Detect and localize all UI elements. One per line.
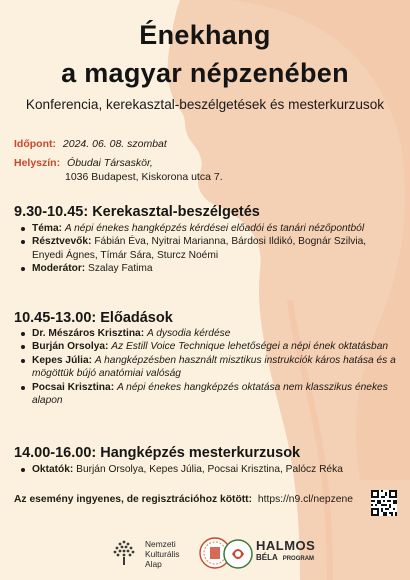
page-subtitle: Konferencia, kerekasztal-beszélgetések és mesterkurzusok <box>25 97 385 112</box>
item-label: Burján Orsolya: <box>32 341 109 353</box>
halmos-logo-line2 <box>256 553 315 562</box>
list-item <box>14 262 400 275</box>
registration-link[interactable]: https://n9.cl/nepzene <box>257 494 353 505</box>
section-masterclass-title: 14.00-16.00: Hangképzés mesterkurzusok <box>14 445 301 461</box>
nka-line3: Alap <box>145 559 162 569</box>
list-item <box>14 463 400 476</box>
item-text: A népi énekes hangképzés oktatása nem klasszikus énekes alapon <box>32 381 388 407</box>
list-item <box>14 354 400 381</box>
nka-line2: Kulturális <box>145 549 180 559</box>
item-text: A dysodia kérdése <box>146 328 231 339</box>
section-roundtable-title: 9.30-10.45: Kerekasztal-beszélgetés <box>14 204 260 220</box>
halmos-logo-program: PROGRAM <box>282 556 315 562</box>
item-label: Moderátor: <box>32 263 86 275</box>
section-masterclass-list <box>14 463 400 476</box>
nka-text-block <box>145 539 179 569</box>
date-row <box>14 137 167 151</box>
section-lectures-list <box>14 327 400 407</box>
item-text: Szalay Fatima <box>88 263 153 275</box>
list-item <box>14 222 400 235</box>
venue-row <box>14 156 223 184</box>
list-item <box>14 235 400 262</box>
page-title-line2: a magyar népzenében <box>61 58 349 88</box>
registration-line <box>14 494 353 505</box>
item-label: Oktatók: <box>32 464 74 475</box>
halmos-bela-logo <box>256 538 315 562</box>
list-item <box>14 381 400 408</box>
item-text: A hangképzésben használt misztikus instrukciók káros hatása és a mögöttük bújó anatómiai valóság <box>32 354 396 380</box>
item-label: Kepes Júlia: <box>32 354 93 366</box>
list-item <box>14 327 400 340</box>
venue-line2: 1036 Budapest, Kiskorona utca 7. <box>65 171 223 183</box>
registration-text: Az esemény ingyenes, de regisztrációhoz kötött: <box>14 494 253 505</box>
item-label: Téma: <box>32 223 63 234</box>
halmos-logo-line1: HALMOS <box>256 538 316 553</box>
section-roundtable-list <box>14 222 400 276</box>
hungarian-folk-logo-icon <box>222 538 254 570</box>
item-text: A népi énekes hangképzés kérdései előadói és tanári nézőpontból <box>64 223 365 234</box>
item-text: Fábián Éva, Nyitrai Marianna, Bárdosi Ildikó, Bognár Szilvia, Enyedi Ágnes, Tímár Sára, Sturcz Noémi <box>32 236 367 261</box>
venue-label: Helyszín: <box>14 157 61 169</box>
date-value: 2024. 06. 08. szombat <box>62 138 167 150</box>
venue-line1: Óbudai Társaskör, <box>67 157 153 169</box>
page-title-line1: Énekhang <box>139 20 271 50</box>
item-label: Résztvevők: <box>32 236 92 248</box>
list-item <box>14 340 400 353</box>
nka-tree-logo-icon <box>108 536 140 568</box>
nka-line1: Nemzeti <box>145 539 176 549</box>
item-text: Az Estill Voice Technique lehetőségei a népi ének oktatásban <box>111 341 389 353</box>
item-label: Pocsai Krisztina: <box>32 381 115 393</box>
date-label: Időpont: <box>14 138 56 150</box>
halmos-logo-bela: BÉLA <box>256 553 278 562</box>
item-label: Dr. Mészáros Krisztina: <box>32 328 145 339</box>
section-lectures-title: 10.45-13.00: Előadások <box>14 310 173 326</box>
qr-code-icon[interactable] <box>371 490 397 516</box>
item-text: Burján Orsolya, Kepes Júlia, Pocsai Krisztina, Palócz Réka <box>76 464 343 475</box>
